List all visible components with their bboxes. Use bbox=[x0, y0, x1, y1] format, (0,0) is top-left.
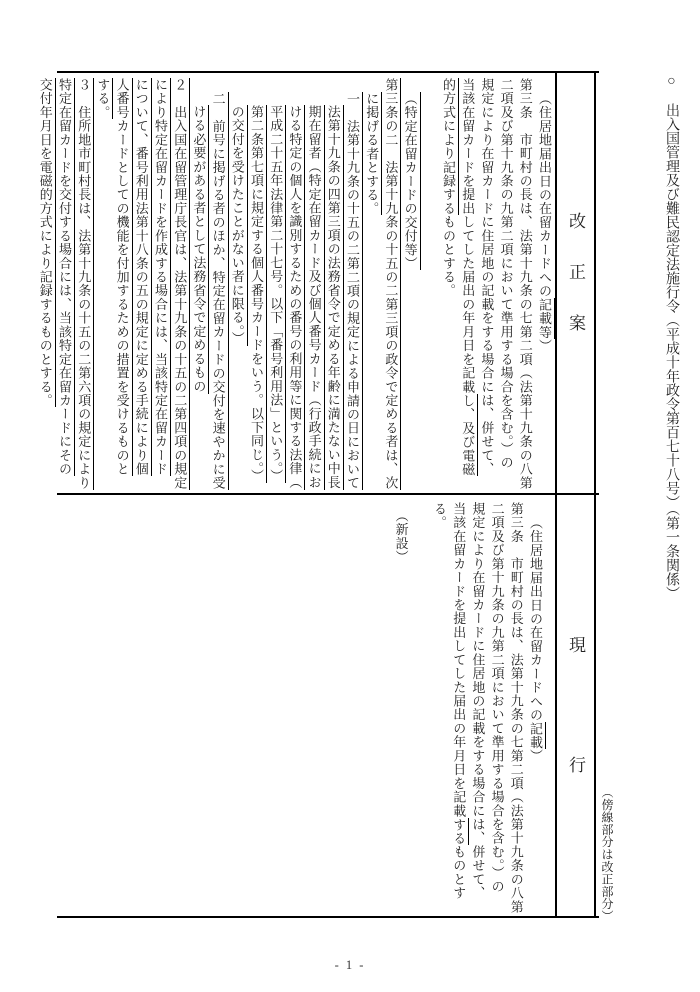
revised-text-underlined: 第二条第七項に規定する個人番号カードをいう。以下同じ。） bbox=[249, 105, 267, 483]
amendment-text-column bbox=[115, 78, 129, 476]
provision-text: 第三条 市町村の長は、法第十九条の七第二項（法第十九条の八第 bbox=[517, 78, 533, 490]
amendment-text-column bbox=[38, 78, 52, 407]
provision-text: ものとする。 bbox=[441, 215, 456, 298]
amendment-text-column bbox=[307, 105, 321, 489]
amendment-text-column bbox=[460, 78, 474, 476]
amendment-text-column bbox=[172, 78, 186, 490]
amendment-text-column bbox=[95, 78, 109, 119]
provision-text: ） bbox=[528, 748, 543, 763]
table-band-divider bbox=[57, 493, 599, 495]
current-text-column bbox=[470, 502, 484, 900]
provision-text: 規定により在留カードに住居地の記載をする場合には、併せて、 bbox=[470, 502, 486, 900]
revised-text-underlined: 期在留者（特定在留カード及び個人番号カード（行政手続にお bbox=[307, 105, 325, 489]
provision-text: 当該在留カードを提出してした届出の年月日を記載 bbox=[460, 78, 476, 394]
table-right-border bbox=[594, 71, 596, 918]
amendment-text-column bbox=[364, 92, 378, 215]
amendment-text-column bbox=[441, 78, 455, 298]
revised-text-underlined: により特定在留カードを作成する場合には、当該特定在留カード bbox=[153, 78, 171, 476]
provision-text: 規定により在留カードに住居地の記載をする場合には、併せて、 bbox=[479, 78, 495, 476]
revision-note: （傍線部分は改正部分） bbox=[600, 786, 614, 923]
current-text-column bbox=[451, 502, 465, 900]
amendment-text-column bbox=[230, 105, 244, 345]
revised-text-underlined: 一 法第十九条の十五の二第二項の規定による申請の日において bbox=[345, 92, 363, 490]
current-text-column bbox=[509, 502, 523, 914]
provision-text: ） bbox=[537, 338, 552, 353]
amendment-text-column bbox=[287, 105, 301, 489]
provision-text: 二項及び第十九条の九第二項において準用する場合を含む。）の bbox=[498, 78, 514, 470]
current-text-column bbox=[490, 502, 504, 893]
current-text-column bbox=[394, 509, 408, 564]
revised-text-underlined: ２ 出入国在留管理庁長官は、法第十九条の十五の二第四項の規定 bbox=[172, 78, 190, 490]
provision-text: 二項及び第十九条の九第二項において準用する場合を含む。）の bbox=[489, 502, 505, 894]
revised-text-underlined: （特定在留カードの交付等） bbox=[403, 92, 421, 270]
amendment-text-column bbox=[76, 78, 90, 490]
page-number: - 1 - bbox=[334, 958, 366, 972]
current-text-column bbox=[432, 502, 446, 529]
revised-text-underlined: 的方式により記録する bbox=[441, 78, 459, 215]
amendment-column-header: 改正案 bbox=[566, 212, 585, 365]
current-column-header: 現行 bbox=[566, 636, 585, 876]
provision-text: 第三条 市町村の長は、法第十九条の七第二項（法第十九条の八第 bbox=[508, 502, 524, 914]
revised-text-underlined: 平成二十五年法律第二十七号。以下「番号利用法」という。） bbox=[268, 105, 286, 483]
revised-text-underlined: 記載等 bbox=[537, 298, 555, 339]
table-top-border bbox=[57, 71, 599, 73]
amendment-text-column bbox=[191, 105, 205, 393]
current-text-column bbox=[528, 516, 542, 763]
revised-text-underlined: ３ 住所地市町村長は、法第十九条の十五の二第六項の規定により bbox=[76, 78, 94, 490]
provision-text: （住居地届出日の在留カードへの bbox=[537, 91, 552, 298]
amendment-text-column bbox=[134, 78, 148, 476]
provision-text: ものとす bbox=[451, 845, 467, 900]
revised-text-underlined: 法第十九条の四第三項の法務省令で定める年齢に満たない中長 bbox=[326, 105, 344, 489]
amendment-text-column bbox=[518, 78, 532, 490]
amendment-text-column bbox=[211, 92, 225, 490]
amendment-text-column bbox=[345, 92, 359, 490]
amendment-text-column bbox=[153, 78, 167, 476]
table-bottom-border bbox=[57, 916, 599, 918]
amendment-text-column bbox=[249, 105, 263, 483]
provision-text: （新設） bbox=[393, 508, 409, 564]
revised-text-underlined: 人番号カードとしての機能を付加するための措置を受けるものと bbox=[115, 78, 133, 476]
header-column-separator bbox=[555, 71, 557, 918]
amendment-text-column bbox=[537, 92, 551, 353]
amendment-text-column bbox=[383, 78, 397, 490]
revised-text-underlined: 二 前号に掲げる者のほか、特定在留カードの交付を速やかに受 bbox=[211, 92, 229, 490]
amendment-text-column bbox=[57, 78, 71, 476]
revised-text-underlined: ける特定の個人を識別するための番号の利用等に関する法律（ bbox=[287, 105, 305, 489]
document-title: ○ 出入国管理及び難民認定法施行令（平成十年政令第百七十八号）（第一条関係） bbox=[664, 74, 679, 600]
revised-text-underlined: 特定在留カードを交付する場合には、当該特定在留カードにその bbox=[57, 78, 75, 476]
revised-text-underlined: に掲げる者とする。 bbox=[364, 92, 382, 215]
revised-text-underlined: する bbox=[451, 818, 469, 845]
amendment-text-column bbox=[403, 92, 417, 270]
revised-text-underlined: について、番号利用法第十八条の五の規定に定める手続により個 bbox=[134, 78, 152, 476]
amendment-text-column bbox=[268, 105, 282, 483]
amendment-text-column bbox=[479, 78, 493, 476]
revised-text-underlined: 交付年月日を電磁的方式により記録するものとする。 bbox=[38, 78, 56, 407]
revised-text-underlined: する。 bbox=[95, 78, 113, 119]
amendment-text-column bbox=[499, 78, 513, 469]
amendment-text-column bbox=[326, 105, 340, 489]
provision-text: る。 bbox=[432, 502, 447, 530]
revised-text-underlined: 第三条の二 法第十九条の十五の二第三項の政令で定める者は、次 bbox=[383, 78, 401, 490]
provision-text: （住居地届出日の在留カードへの bbox=[528, 515, 543, 722]
revised-text-underlined: ける必要がある者として法務省令で定めるもの bbox=[191, 105, 209, 393]
revised-text-underlined: の交付を受けたことがない者に限る。） bbox=[230, 105, 248, 345]
revised-text-underlined: 記載 bbox=[528, 722, 546, 749]
revised-text-underlined: し、及び電磁 bbox=[460, 394, 478, 476]
provision-text: 当該在留カードを提出してした届出の年月日を記載 bbox=[451, 502, 467, 818]
